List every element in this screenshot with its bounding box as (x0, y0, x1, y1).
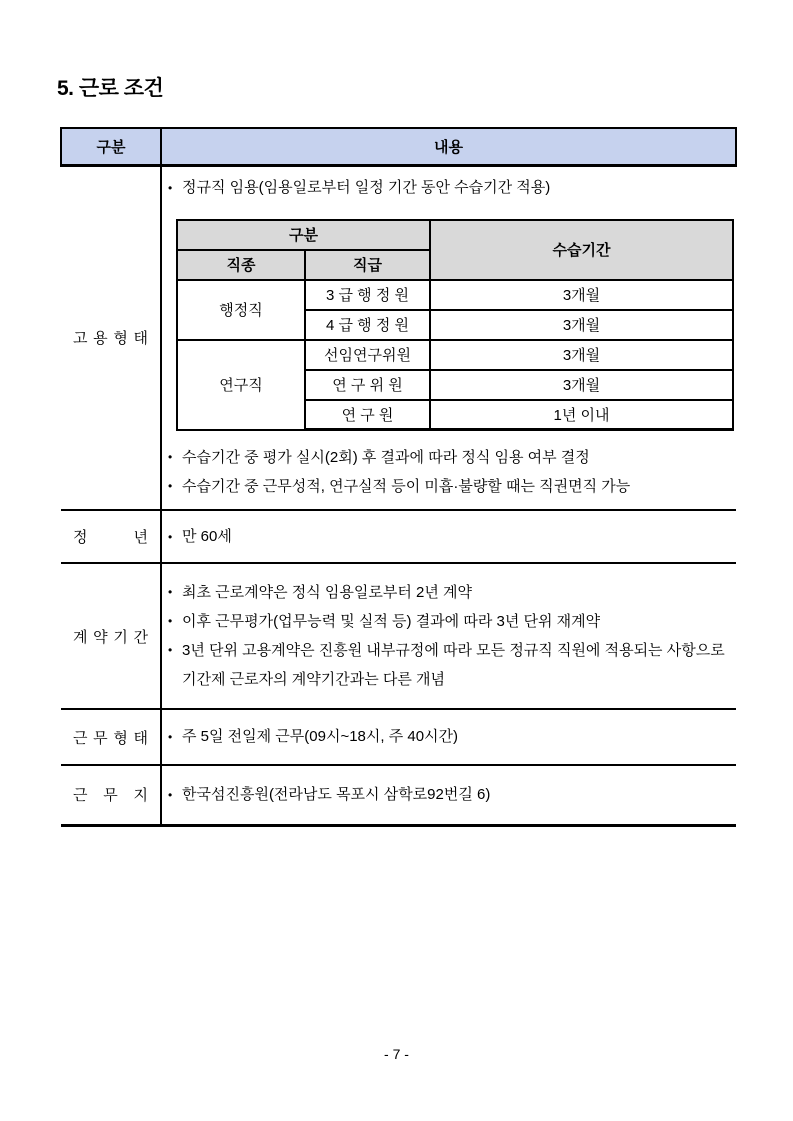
row-label-text: 고 용 형 태 (73, 330, 148, 348)
probation-table (176, 219, 734, 432)
probation-cell-grade: 연 구 원 (305, 400, 430, 430)
probation-header-grade: 직급 (305, 250, 430, 280)
probation-cell-grade: 3 급 행 정 원 (305, 280, 430, 310)
row-employment-type (61, 165, 736, 510)
work-place-text: 한국섬진흥원(전라남도 목포시 삼학로92번길 6) (182, 785, 491, 803)
col-header-category: 구분 (61, 128, 161, 165)
probation-header-category: 구분 (177, 220, 430, 250)
contract-bullet-text: 최초 근로계약은 정식 임용일로부터 2년 계약 (182, 584, 473, 601)
employment-notes (168, 443, 726, 501)
bullet-icon: • (168, 614, 173, 628)
bullet-item (168, 578, 726, 607)
bullet-item (168, 607, 726, 636)
bullet-icon: • (168, 529, 173, 544)
employment-note-text: 수습기간 중 평가 실시(2회) 후 결과에 따라 정식 임용 여부 결정 (182, 449, 590, 466)
bullet-item (168, 636, 726, 694)
working-conditions-table (60, 127, 737, 827)
row-label-employment-type (61, 165, 161, 510)
bullet-item (168, 724, 726, 750)
table-header-row (61, 128, 736, 165)
table-row (177, 340, 733, 370)
contract-period-content (161, 563, 736, 709)
work-type-content (161, 709, 736, 765)
contract-bullet-text: 이후 근무평가(업무능력 및 실적 등) 결과에 따라 3년 단위 재계약 (182, 613, 601, 630)
bullet-item (168, 443, 726, 472)
contract-bullet-text: 3년 단위 고용계약은 진흥원 내부규정에 따라 모든 정규직 직원에 적용되는 사항으로 기간제 근로자의 계약기간과는 다른 개념 (182, 642, 725, 688)
row-label-retirement-age (61, 510, 161, 563)
probation-cell-research-type: 연구직 (177, 340, 305, 430)
employment-intro-text: 정규직 임용(임용일로부터 일정 기간 동안 수습기간 적용) (182, 178, 551, 196)
probation-header-period: 수습기간 (430, 220, 733, 280)
probation-cell-period: 3개월 (430, 280, 733, 310)
probation-cell-admin-type: 행정직 (177, 280, 305, 340)
bullet-icon: • (168, 585, 173, 599)
retirement-age-content (161, 510, 736, 563)
employment-type-content (161, 165, 736, 510)
probation-cell-period: 1년 이내 (430, 400, 733, 430)
col-header-content: 내용 (161, 128, 736, 165)
table-row (177, 280, 733, 310)
row-label-text: 근 무 지 (73, 787, 148, 805)
bullet-icon: • (168, 450, 173, 464)
bullet-icon: • (168, 787, 173, 802)
row-work-type (61, 709, 736, 765)
section-title: 5. 근로 조건 (57, 77, 164, 100)
bullet-item (168, 472, 726, 501)
work-type-text: 주 5일 전일제 근무(09시~18시, 주 40시간) (182, 728, 459, 745)
probation-cell-period: 3개월 (430, 370, 733, 400)
probation-cell-grade: 선임연구위원 (305, 340, 430, 370)
row-retirement-age (61, 510, 736, 563)
bullet-item (168, 524, 726, 550)
row-label-text: 계 약 기 간 (73, 628, 148, 646)
employment-note-text: 수습기간 중 근무성적, 연구실적 등이 미흡·불량할 때는 직권면직 가능 (182, 478, 631, 495)
retirement-age-text: 만 60세 (182, 527, 232, 545)
probation-cell-grade: 4 급 행 정 원 (305, 310, 430, 340)
row-label-text: 근 무 형 태 (73, 729, 148, 747)
work-place-content (161, 765, 736, 825)
row-label-work-place (61, 765, 161, 825)
probation-cell-period: 3개월 (430, 340, 733, 370)
row-label-work-type (61, 709, 161, 765)
bullet-icon: • (168, 643, 173, 657)
bullet-icon: • (168, 479, 173, 493)
bullet-icon: • (168, 730, 173, 744)
row-contract-period (61, 563, 736, 709)
probation-header-job-type: 직종 (177, 250, 305, 280)
row-work-place (61, 765, 736, 825)
probation-cell-period: 3개월 (430, 310, 733, 340)
bullet-item (168, 782, 726, 808)
probation-cell-grade: 연 구 위 원 (305, 370, 430, 400)
page-number: - 7 - (384, 1046, 409, 1062)
bullet-icon: • (168, 180, 173, 195)
bullet-item (168, 175, 726, 201)
row-label-contract-period (61, 563, 161, 709)
row-label-text: 정 년 (73, 529, 148, 546)
probation-header-row-1 (177, 220, 733, 250)
